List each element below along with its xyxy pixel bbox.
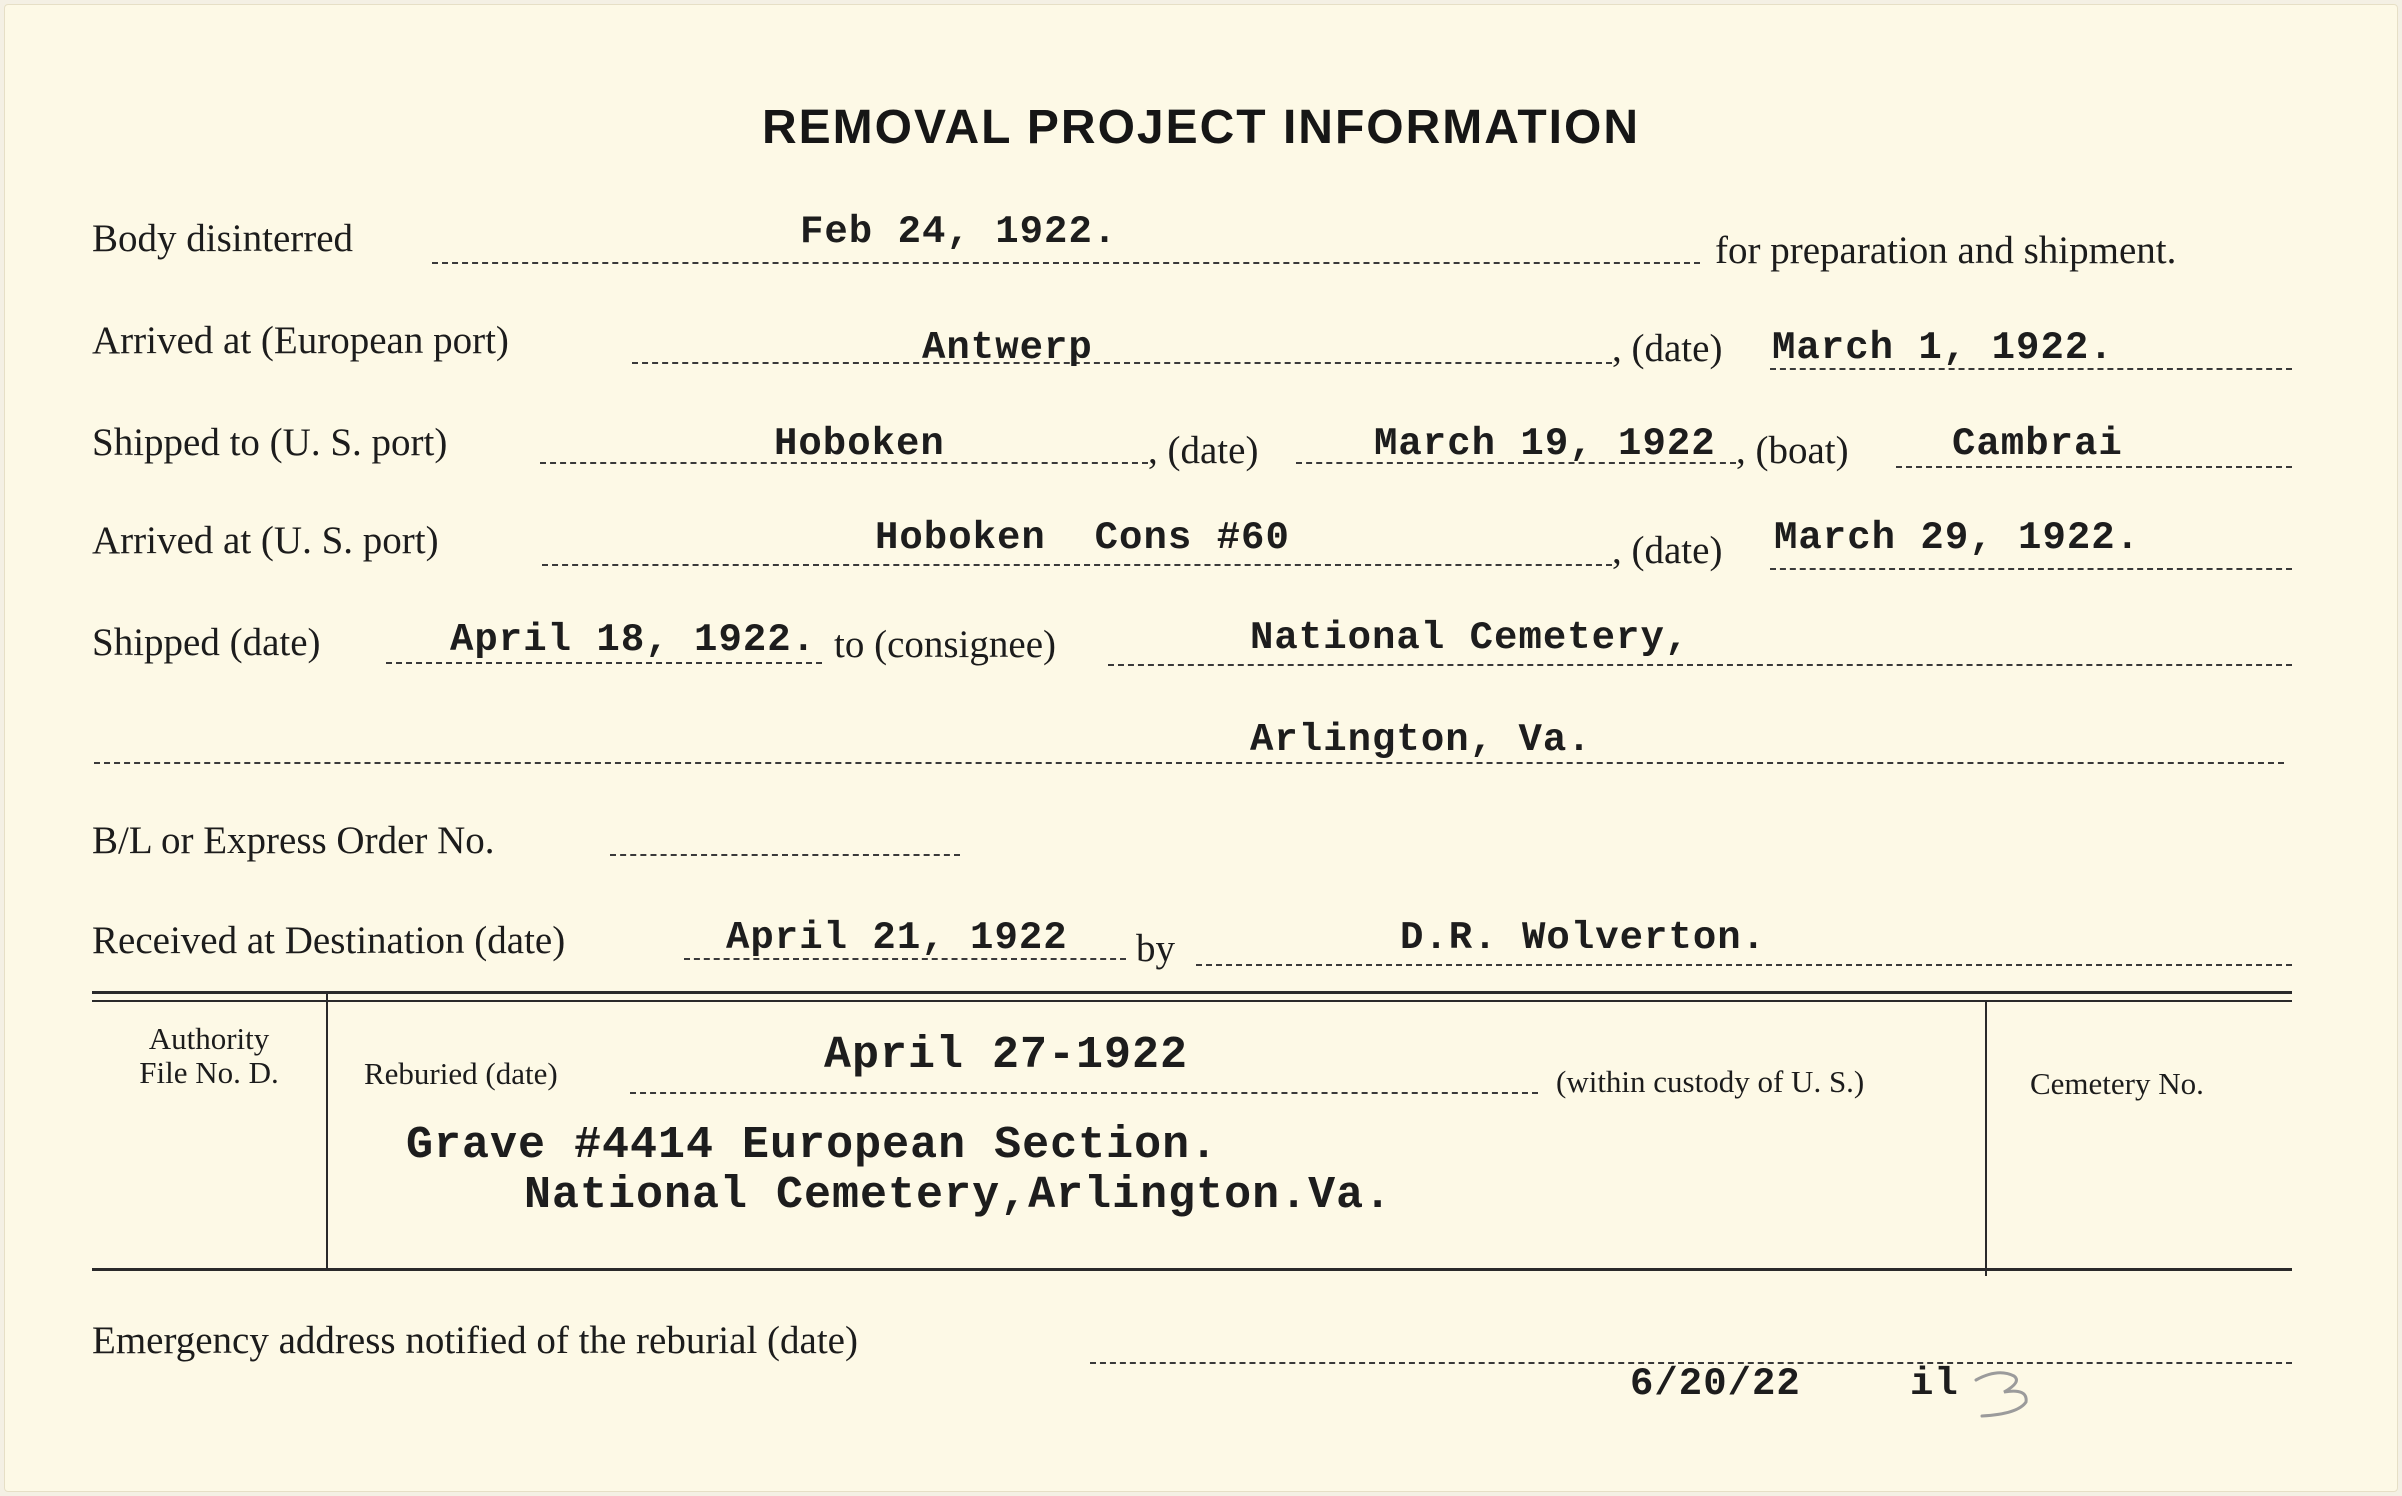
received-by-name: D.R. Wolverton. [1400, 916, 1767, 960]
box-divider-right [1985, 1002, 1987, 1276]
boat-name: Cambrai [1952, 422, 2123, 466]
arrived-us-date: March 29, 1922. [1774, 516, 2141, 560]
arrived-us-label: Arrived at (U. S. port) [92, 519, 439, 562]
consignee-line-1 [1108, 664, 2292, 666]
disinterred-suffix: for preparation and shipment. [1715, 229, 2177, 272]
emergency-date: 6/20/22 [1630, 1362, 1801, 1406]
bl-label: B/L or Express Order No. [92, 819, 495, 862]
shipped-us-port: Hoboken [774, 422, 945, 466]
received-by-line [1196, 964, 2292, 966]
eu-port-value: Antwerp [922, 326, 1093, 370]
grave-line-1: Grave #4414 European Section. [406, 1120, 1219, 1171]
boat-line [1896, 466, 2292, 468]
cemetery-no-label: Cemetery No. [2030, 1066, 2204, 1101]
clerk-initials: il [1910, 1362, 1959, 1406]
shipped-us-date: March 19, 1922 [1374, 422, 1716, 466]
authority-line-2: File No. D. [139, 1055, 279, 1090]
eu-port-date: March 1, 1922. [1772, 326, 2114, 370]
grave-line-2: National Cemetery,Arlington.Va. [524, 1170, 1393, 1221]
pencil-mark-icon [1968, 1366, 2048, 1426]
shipped-label: Shipped (date) [92, 621, 321, 664]
arrived-us-date-line [1770, 568, 2292, 570]
disinterred-line [432, 262, 1700, 264]
box-bottom-rule [92, 1268, 2292, 1271]
authority-label [92, 1022, 326, 1090]
card-title: REMOVAL PROJECT INFORMATION [761, 101, 1640, 154]
emergency-label: Emergency address notified of the reburial (date) [92, 1319, 858, 1362]
boat-label: , (boat) [1736, 429, 1849, 472]
received-by-label: by [1136, 927, 1175, 970]
authority-line-1: Authority [148, 1021, 270, 1056]
custody-label: (within custody of U. S.) [1556, 1064, 1865, 1099]
consignee-label: to (consignee) [834, 623, 1057, 666]
box-top-rule [92, 991, 2292, 994]
arrived-us-port: Hoboken Cons #60 [875, 516, 1290, 560]
consignee-value-2: Arlington, Va. [1250, 718, 1592, 762]
eu-port-date-label: , (date) [1612, 327, 1723, 370]
box-top-rule-inner [92, 1000, 2292, 1002]
consignee-line-2 [94, 762, 2284, 764]
shipped-date: April 18, 1922. [450, 618, 817, 662]
shipped-date-line [386, 662, 822, 664]
reburied-label: Reburied (date) [364, 1056, 558, 1091]
box-divider-left [326, 994, 328, 1268]
consignee-value-1: National Cemetery, [1250, 616, 1690, 660]
disinterred-date: Feb 24, 1922. [800, 210, 1118, 254]
reburied-line [630, 1092, 1538, 1094]
shipped-us-label: Shipped to (U. S. port) [92, 421, 448, 464]
eu-port-line [632, 362, 1612, 364]
eu-port-label: Arrived at (European port) [92, 319, 509, 362]
bl-line [610, 854, 960, 856]
received-label: Received at Destination (date) [92, 919, 566, 962]
disinterred-label: Body disinterred [92, 217, 354, 260]
received-date: April 21, 1922 [726, 916, 1068, 960]
arrived-us-date-label: , (date) [1612, 529, 1723, 572]
reburied-date: April 27-1922 [824, 1030, 1189, 1081]
arrived-us-line [542, 564, 1612, 566]
shipped-us-date-label: , (date) [1148, 429, 1259, 472]
